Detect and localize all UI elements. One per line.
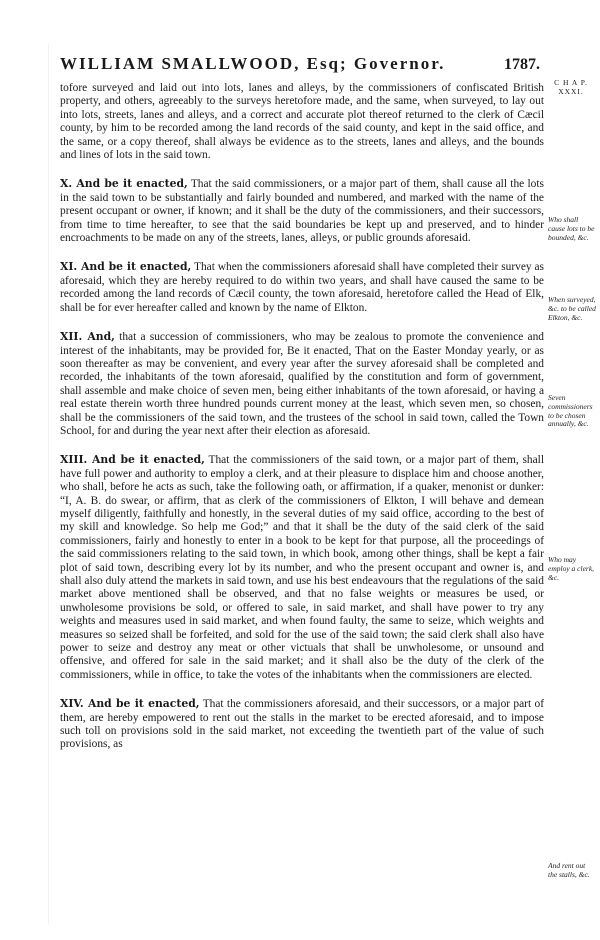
section-text: That the commissioners aforesaid, and their successors, or a major part of them, are hereby empowered to rent out the stalls in the market to be erected aforesaid, and to impose such toll on provisions sold in the said market, not exceeding the twentieth part of the value of such provisions, as — [60, 698, 544, 751]
page-edge — [48, 44, 49, 924]
header-year: 1787. — [504, 56, 540, 73]
section-xi — [60, 260, 544, 315]
margin-note-clerk: Who may employ a clerk, &c. — [548, 555, 595, 582]
margin-note-commissioners: Seven commissioners to be chosen annually, &c. — [548, 393, 593, 429]
running-header — [60, 54, 540, 80]
section-label: X. And be it enacted, — [60, 177, 188, 191]
chapter-number: C H A P. XXXI. — [554, 78, 588, 96]
section-x — [60, 177, 544, 245]
margin-note-stalls: And rent out the stalls, &c. — [548, 861, 590, 879]
margin-note-lots-bounded: Who shall cause lots to be bounded, &c. — [548, 215, 595, 242]
document-body — [60, 82, 544, 752]
section-text: That the commissioners of the said town, or a major part of them, shall have full power and authority to employ a clerk, and at their pleasure to displace him and choose another, who shall, before he acts as such, take the following oath, or affirmation, if a quaker, menonist or dunker: “I, A. B. do swear, or affirm, that as clerk of the commissioners of Elkton, I will behave and demean myself diligently, faithfully and honestly, in the several duties of my said office, according to the best of my skill and knowledge. So help me God;” and that it shall be the duty of the said clerk of the said commissioners, fairly and honestly to enter in a book to be kept for that purpose, all the proceedings of the said commissioners relating to the said town, in which book, among other things, shall be kept a fair plot of said town, describing every lot by its number, and who the present occupant and owner is, and shall also duly attend the markets in said town, and use his best endeavours that the regulations of the said market above mentioned shall be observed, and that no false weights or measures be used, or unwholesome provisions be sold, or offered to sale, in said market, and shall have power to try any weights and measures used in said market, and when found faulty, the same to seize, which weights and measures so seized shall be forfeited, and sold for the use of the said town; the said clerk shall also have power to seize and destroy any meat or other victuals that shall be unwholesome, or unsound and offensive, and offered for sale in the said market; and it shall also be the duty of the clerk of the commissioners, while in office, to take the votes of the inhabitants when the commissioners are elected. — [60, 454, 545, 681]
section-label: XIII. And be it enacted, — [60, 453, 205, 467]
section-xiv — [60, 697, 544, 752]
margin-note-elkton: When surveyed, &c. to be called Elkton, &c. — [548, 295, 596, 322]
section-text: That when the commissioners aforesaid shall have completed their survey as aforesaid, which they are hereby required to do within two years, and shall have caused the same to be recorded among the land records of Cæcil county, the town aforesaid, heretofore called the Head of Elk, shall be for ever hereafter called and known by the name of Elkton. — [60, 261, 544, 314]
section-label: XIV. And be it enacted, — [60, 697, 200, 711]
section-xii — [60, 330, 544, 438]
section-xiii — [60, 453, 544, 682]
intro-paragraph: tofore surveyed and laid out into lots, lanes and alleys, by the commissioners of confiscated British property, and others, agreeably to the surveys heretofore made, and the same, when surveyed, to lay out into lots, streets, lanes and alleys, and a correct and accurate plot thereof returned to the clerk of Cæcil county, by him to be recorded among the land records of the said county, and kept in the said office, and the same, or a copy thereof, shall always be evidence as to the streets, lanes and alleys, and the bounds and lines of lots in the said town. — [60, 82, 544, 162]
section-text: that a succession of commissioners, who may be zealous to promote the convenience and interest of the inhabitants, may be provided for, Be it enacted, That on the Easter Monday yearly, or as soon thereafter as may be convenient, and every year after the survey aforesaid shall be completed and recorded, the inhabitants of the town aforesaid, qualified by the constitution and form of government, shall assemble and make choice of seven men, being either inhabitants of the town aforesaid, or having a real estate therein worth three hundred pounds current money at the least, which seven men, so chosen, shall be the commissioners of the said town, and the trustees of the school in said town, called the Town School, for and during the year next after their election as aforesaid. — [60, 331, 544, 437]
header-title: WILLIAM SMALLWOOD, Esq; Governor. — [60, 54, 446, 73]
section-label: XI. And be it enacted, — [60, 260, 192, 274]
section-text: That the said commissioners, or a major part of them, shall cause all the lots in the said town to be substantially and fairly bounded and numbered, and marked with the name of the present occupant or owner, if known; and it shall be the duty of the commissioners, and their successors, from time to time hereafter, to see that the said boundaries be kept up and preserved, and to hinder encroachments to be made on any of the streets, lanes, alleys, or public grounds aforesaid. — [60, 178, 544, 245]
section-label: XII. And, — [60, 330, 115, 344]
